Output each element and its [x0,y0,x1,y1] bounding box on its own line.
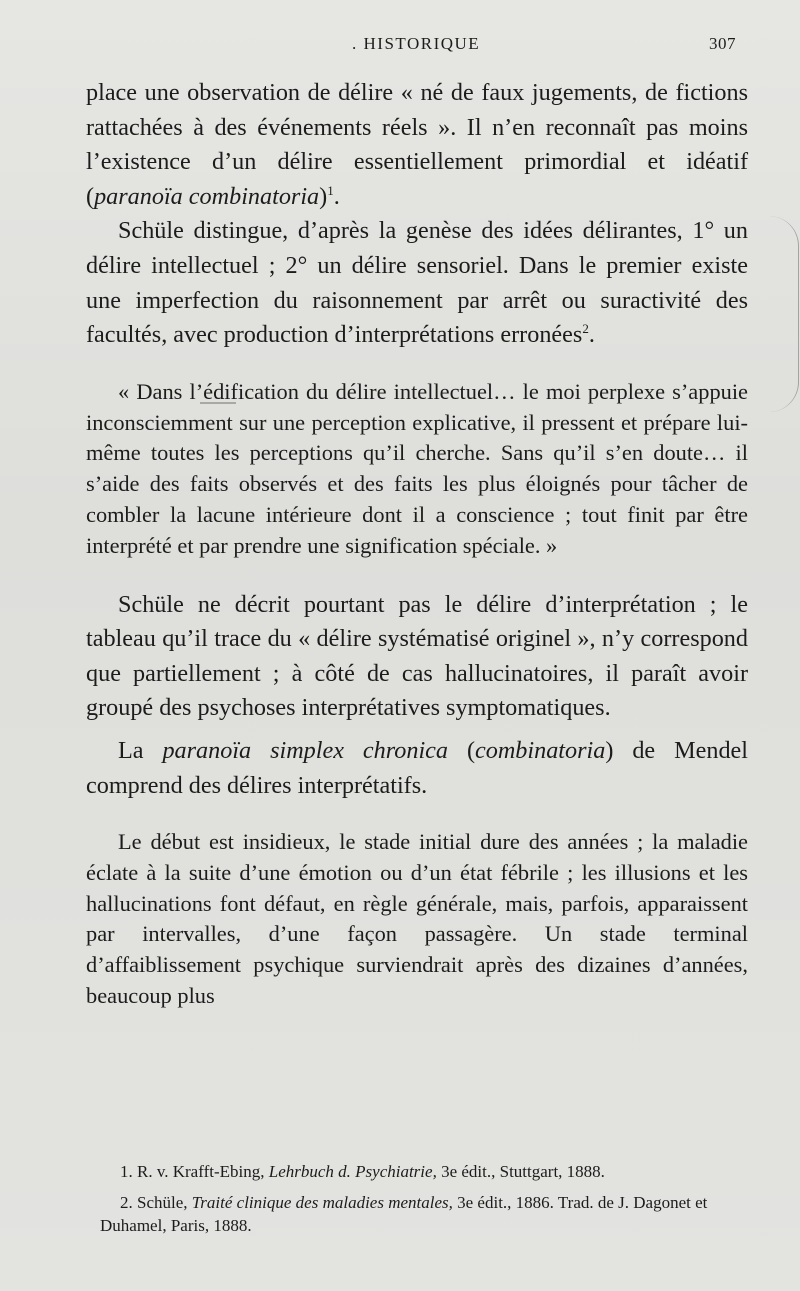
paragraph-1 [86,76,748,214]
paragraph-1-end: . [333,182,340,210]
footnote-number: 1. [120,1162,133,1181]
paragraph-4 [86,734,748,803]
footnote-ref-1: 1 [327,182,334,198]
body-text [86,76,748,1012]
footnote-edition: 3e édit., 1886. Trad. de J. Dagonet et Duhamel, Paris, 1888. [100,1193,708,1235]
paragraph-3: Schüle ne décrit pourtant pas le délire d’interprétation ; le tableau qu’il trace du « délire systématisé originel », n’y correspond que partiellement ; à côté de cas hallucinatoires, il paraît avoir groupé des psychoses interprétatives symptomatiques. [86,590,748,722]
running-header [0,34,800,58]
footnote-author: R. v. Krafft-Ebing, [137,1162,265,1181]
paragraph-2-end: . [588,321,595,349]
footnote-author: Schüle, [137,1193,188,1212]
footnote-1 [100,1160,762,1183]
paragraph-4-italic-combinatoria: combinatoria [475,736,606,764]
footnote-title: Lehrbuch d. Psychiatrie, [268,1162,437,1181]
paragraph-1-close: ) [319,182,328,210]
paragraph-1-text: place une observation de délire « né de faux jugements, de fictions rattachées à des événements réels ». Il n’en reconnaît pas moins l’existence d’un délire essentiellement primordial et idéatif ( [86,79,748,210]
pencil-dash-mark [200,402,236,404]
footnotes [100,1160,762,1245]
footnote-ref-2: 2 [582,321,589,337]
paragraph-4-paren: ( [448,736,475,764]
page-number: 307 [709,34,736,53]
running-title: . HISTORIQUE [352,34,481,53]
paragraph-4-italic-term: paranoïa simplex chronica [162,736,448,764]
footnote-edition: 3e édit., Stuttgart, 1888. [441,1162,605,1181]
pencil-bracket-mark [768,216,799,412]
paragraph-4-tail: ) de Mendel comprend des délires interprétatifs. [86,736,748,799]
paragraph-1-italic-term: paranoïa combinatoria [94,182,320,210]
paragraph-2 [86,214,748,352]
paragraph-2-text: Schüle distingue, d’après la genèse des idées délirantes, 1° un délire intellectuel ; 2° un délire sensoriel. Dans le premier existe une imperfection du raisonnement par arrêt ou suractivité des facultés, avec production d’interprétations erronées [86,217,748,349]
footnote-number: 2. [120,1193,133,1212]
footnote-title: Traité clinique des maladies mentales, [191,1193,453,1212]
footnote-2 [100,1191,762,1237]
paragraph-4-text: La [118,736,163,764]
block-quote: « Dans l’édification du délire intellectuel… le moi perplexe s’appuie inconsciemment sur une perception explicative, il pressent et prépare lui-même toutes les perceptions qu’il cherche. Sans qu’il s’en doute… il s’aide des faits observés et des faits les plus éloignés pour tâcher de combler la lacune intérieure dont il a conscience ; tout finit par être interprété et par prendre une signification spéciale. » [86,378,748,558]
paragraph-5: Le début est insidieux, le stade initial dure des années ; la maladie éclate à la suite d’une émotion ou d’un état fébrile ; les illusions et les hallucinations font défaut, en règle générale, mais, parfois, apparaissent par intervalles, d’une façon passagère. Un stade terminal d’affaiblissement psychique surviendrait après des dizaines d’années, beaucoup plus [86,829,748,1009]
